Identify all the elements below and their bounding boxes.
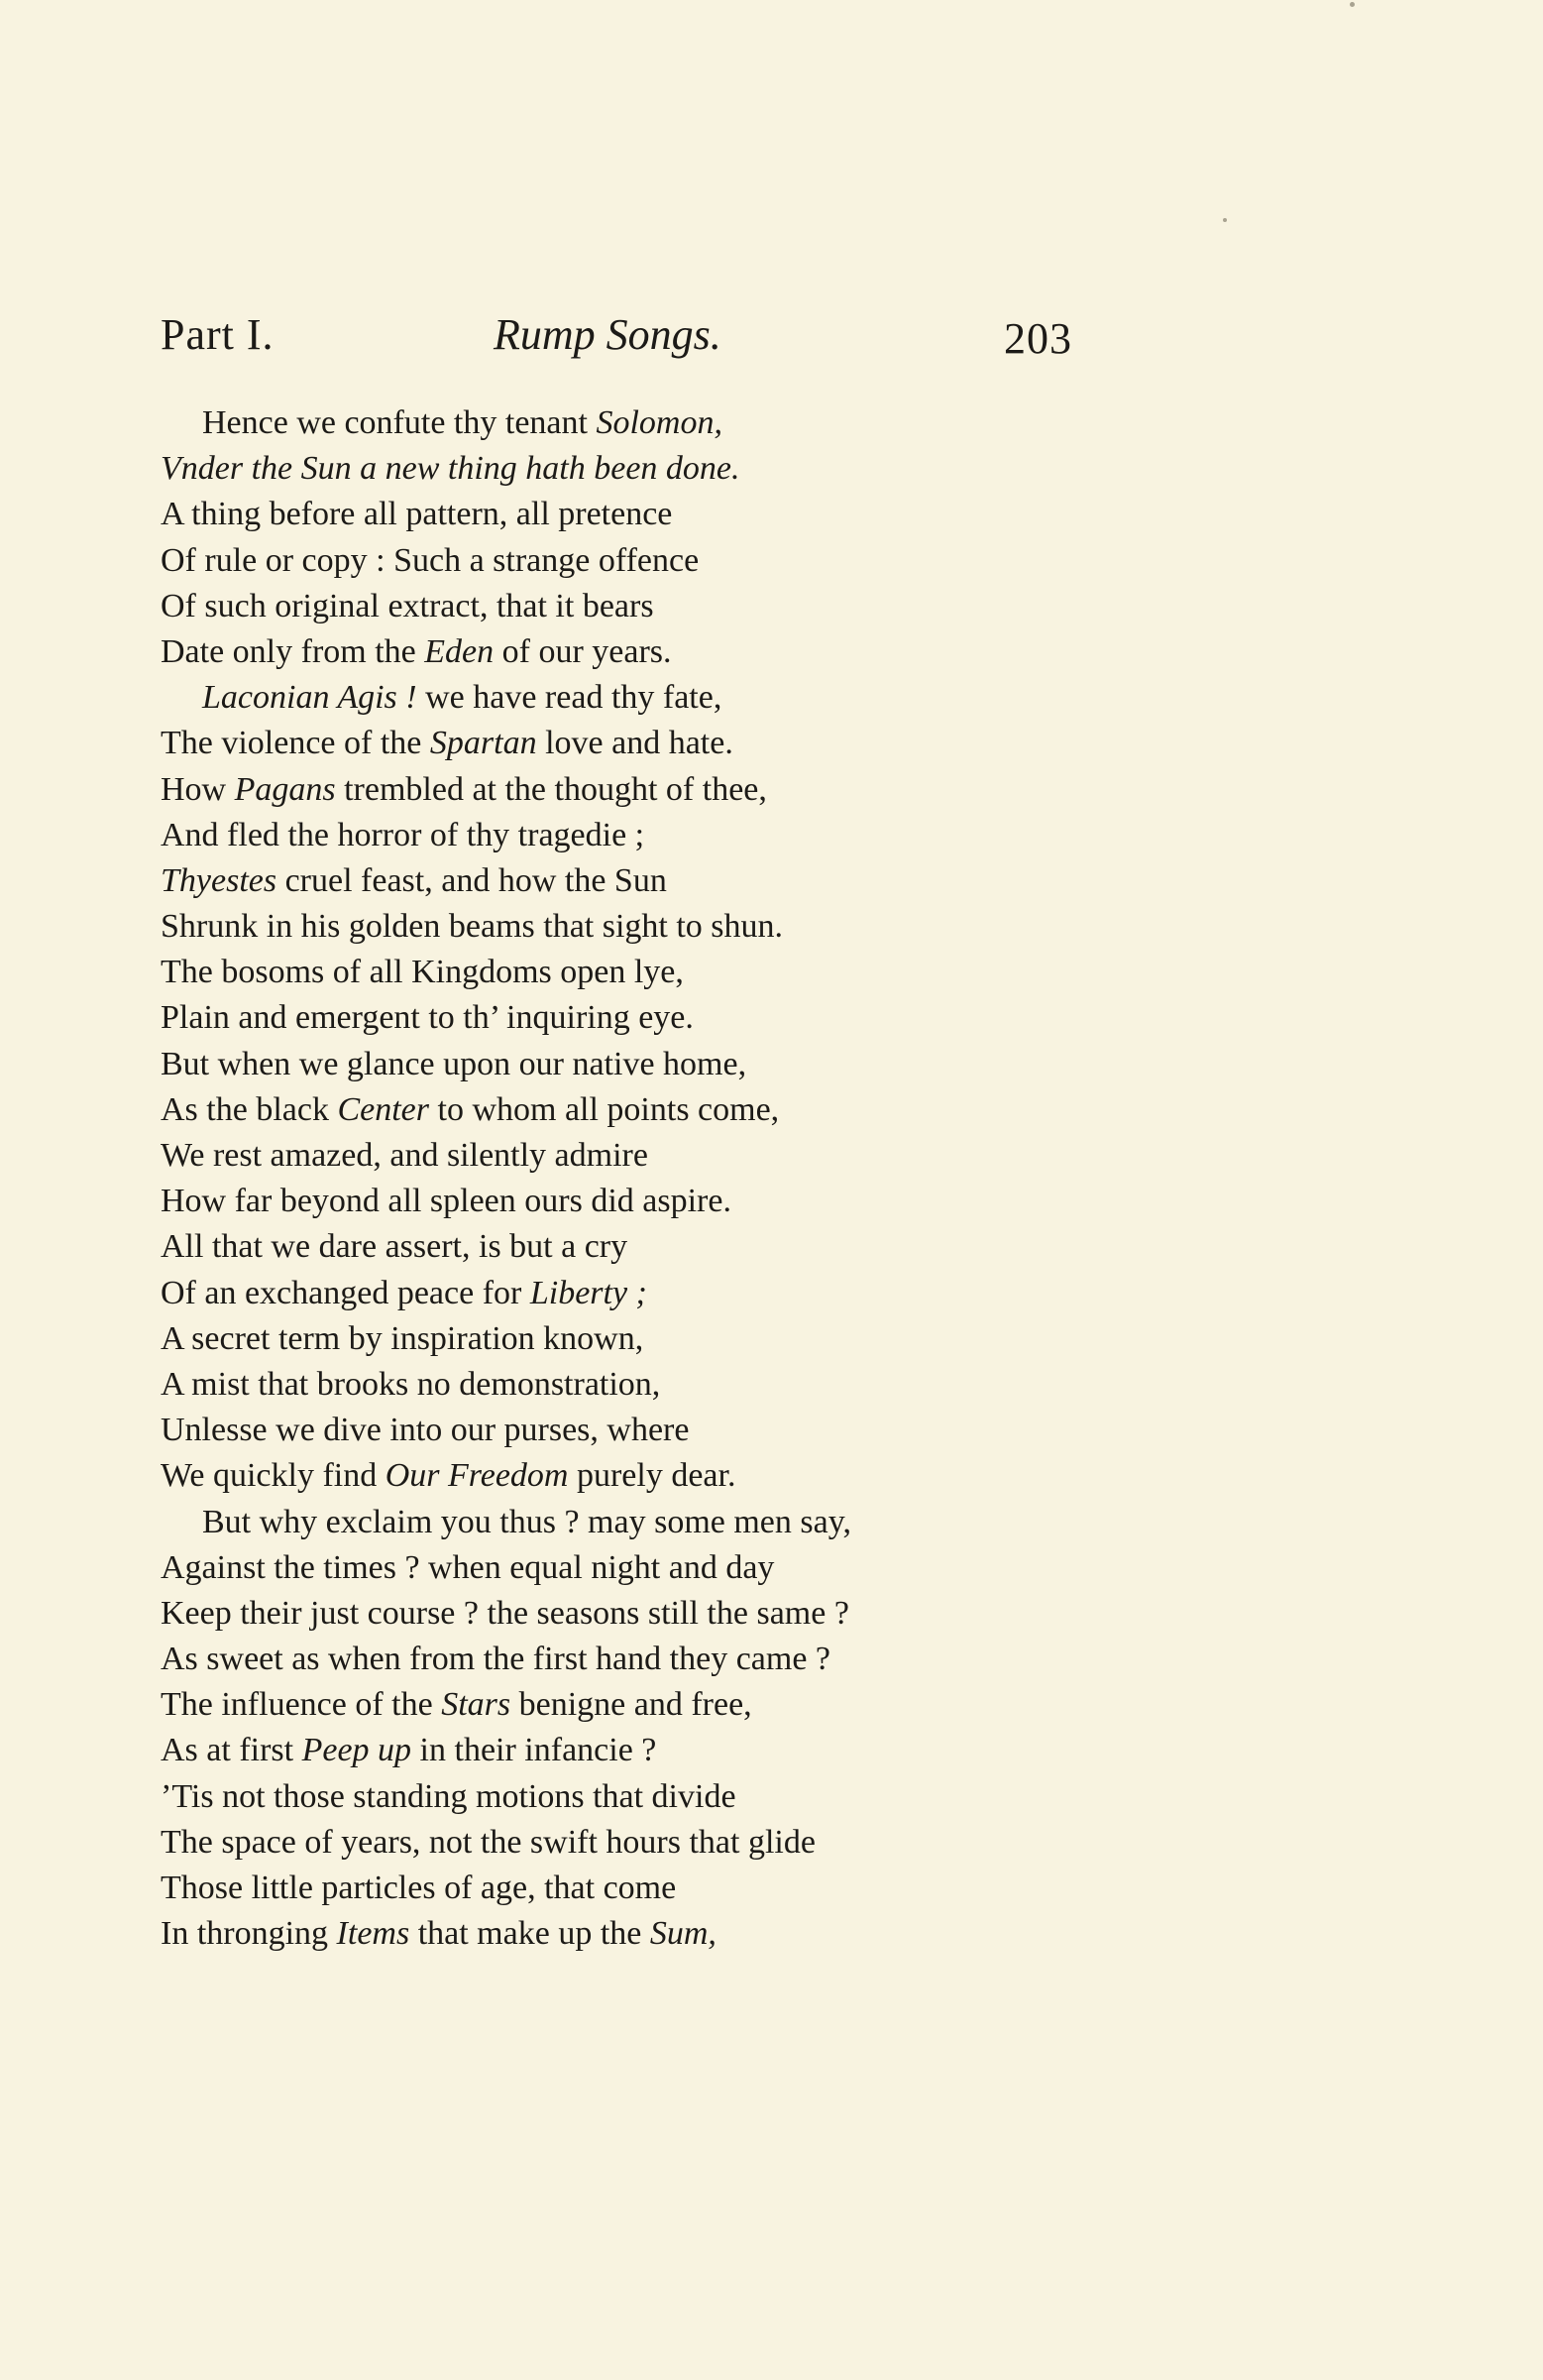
line-text: of our years. [494, 632, 672, 670]
poem-line [161, 675, 1152, 721]
line-text: love and hate. [536, 725, 733, 762]
line-text: Unlesse we dive into our purses, where [161, 1412, 690, 1449]
poem-line [161, 1316, 1152, 1362]
poem-line [161, 1682, 1152, 1728]
line-text: Of an exchanged peace for [161, 1274, 530, 1311]
paper-speck [1223, 218, 1227, 222]
poem-line [161, 950, 1152, 995]
poem-line [161, 446, 1152, 492]
poem-line [161, 584, 1152, 629]
italic-text: Pagans [234, 770, 336, 808]
poem-line [161, 538, 1152, 584]
running-header [161, 309, 1112, 369]
italic-text: Center [337, 1090, 429, 1128]
poem-body [161, 400, 1152, 1957]
line-text: As the black [161, 1090, 338, 1128]
poem-line [161, 1453, 1152, 1499]
italic-text: Our Freedom [385, 1457, 569, 1495]
italic-text: Peep up [301, 1732, 412, 1769]
line-text: But when we glance upon our native home, [161, 1045, 747, 1082]
poem-line [161, 1500, 1152, 1545]
poem-line [161, 1362, 1152, 1408]
line-text: Of rule or copy : Such a strange offence [161, 541, 700, 579]
line-text: cruel feast, and how the Sun [276, 861, 667, 899]
poem-line [161, 1408, 1152, 1453]
line-text: The bosoms of all Kingdoms open lye, [161, 954, 684, 991]
poem-line [161, 1545, 1152, 1591]
line-text: The violence of the [161, 725, 430, 762]
paper-speck [1350, 2, 1355, 7]
line-text: Of such original extract, that it bears [161, 587, 654, 624]
line-text: ’Tis not those standing motions that divide [161, 1777, 736, 1815]
line-text: purely dear. [568, 1457, 736, 1495]
line-text: A secret term by inspiration known, [161, 1319, 644, 1357]
running-title: Rump Songs. [494, 310, 721, 359]
italic-text: Sum, [649, 1915, 716, 1953]
poem-line [161, 1728, 1152, 1773]
poem-line [161, 1774, 1152, 1820]
italic-text: Stars [441, 1686, 511, 1724]
poem-line [161, 1637, 1152, 1682]
poem-line [161, 1591, 1152, 1637]
line-text: A thing before all pattern, all pretence [161, 496, 673, 533]
italic-text: Liberty ; [529, 1274, 647, 1311]
line-text: in their infancie ? [411, 1732, 657, 1769]
line-text: Hence we confute thy tenant [202, 404, 597, 441]
poem-line [161, 1087, 1152, 1133]
poem-line [161, 1042, 1152, 1087]
line-text: Plain and emergent to th’ inquiring eye. [161, 999, 694, 1037]
line-text: We quickly find [161, 1457, 386, 1495]
part-label: Part I. [161, 310, 275, 359]
line-text: The influence of the [161, 1686, 442, 1724]
line-text: The space of years, not the swift hours that glide [161, 1823, 816, 1861]
line-text: As at first [161, 1732, 302, 1769]
line-text: Shrunk in his golden beams that sight to shun. [161, 908, 784, 946]
poem-line [161, 1224, 1152, 1270]
line-text: Keep their just course ? the seasons still the same ? [161, 1594, 849, 1632]
line-text: We rest amazed, and silently admire [161, 1137, 648, 1174]
poem-line [161, 1866, 1152, 1911]
poem-line [161, 995, 1152, 1041]
poem-line [161, 400, 1152, 446]
line-text: All that we dare assert, is but a cry [161, 1228, 628, 1266]
italic-text: Spartan [429, 725, 537, 762]
line-text: How [161, 770, 235, 808]
line-text: A mist that brooks no demonstration, [161, 1365, 661, 1403]
line-text: As sweet as when from the first hand they came ? [161, 1641, 830, 1678]
poem-line [161, 1911, 1152, 1957]
italic-text: Laconian Agis ! [202, 679, 417, 717]
poem-line [161, 858, 1152, 904]
line-text: Date only from the [161, 632, 425, 670]
line-text: to whom all points come, [429, 1090, 780, 1128]
line-text: How far beyond all spleen ours did aspire. [161, 1183, 731, 1220]
poem-line [161, 629, 1152, 675]
poem-line [161, 767, 1152, 813]
poem-line [161, 1133, 1152, 1179]
italic-text: Eden [424, 632, 495, 670]
poem-line [161, 1820, 1152, 1866]
italic-text: Items [336, 1915, 410, 1953]
poem-line [161, 813, 1152, 858]
line-text: And fled the horror of thy tragedie ; [161, 816, 645, 853]
italic-text: Solomon, [596, 404, 722, 441]
line-text: that make up the [409, 1915, 650, 1953]
poem-line [161, 904, 1152, 950]
poem-line [161, 1271, 1152, 1316]
poem-line [161, 492, 1152, 537]
italic-text: Vnder the Sun a new thing hath been done. [161, 450, 740, 488]
line-text: trembled at the thought of thee, [335, 770, 767, 808]
page-number: 203 [1004, 314, 1072, 363]
line-text: Those little particles of age, that come [161, 1870, 677, 1906]
line-text: But why exclaim you thus ? may some men say, [202, 1503, 852, 1540]
line-text: Against the times ? when equal night and day [161, 1548, 775, 1586]
italic-text: Thyestes [161, 861, 277, 899]
line-text: we have read thy fate, [416, 679, 722, 717]
line-text: In thronging [161, 1915, 337, 1953]
line-text: benigne and free, [510, 1686, 752, 1724]
poem-line [161, 1179, 1152, 1224]
poem-line [161, 721, 1152, 766]
